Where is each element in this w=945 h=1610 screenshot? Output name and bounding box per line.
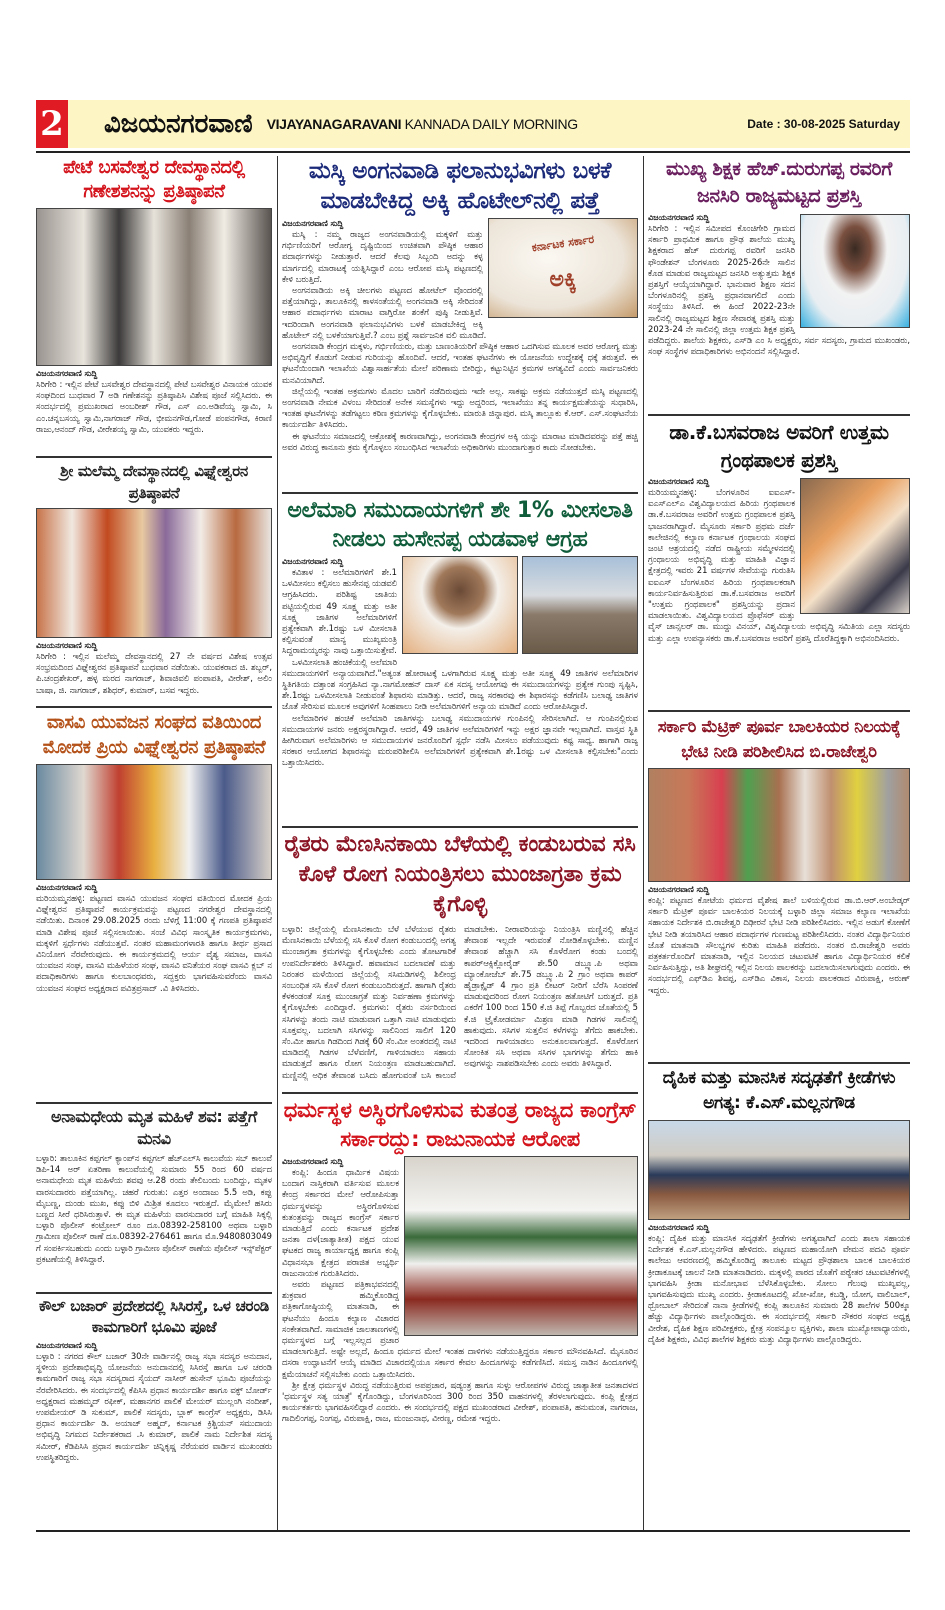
article-body: ಮರಿಯಮ್ಮನಹಳ್ಳಿ: ಪಟ್ಟಣದ ವಾಸವಿ ಯುವಜನ ಸಂಘದ ವತಿಯಿಂದ ಮೋದಕ ಪ್ರಿಯ ವಿಘ್ನೇಶ್ವರನ ಪ್ರತಿಷ್ಠಾಪನೆ ಕಾರ್ಯಕ್ರಮವನ್ನು ಪಟ್ಟಣದ ನಗರೇಶ್ವರ ದೇವಸ್ಥಾನದಲ್ಲಿ ನಡೆಯಿತು. ದಿನಾಂಕ 29.08.2025 ರಂದು ಬೆಳಿಗ್ಗೆ 11:00 ಕ್ಕೆ ಗಣಪತಿ ಪ್ರತಿಷ್ಠಾಪನೆ ಮಾಡಿ ವಿಶೇಷ ಪೂಜೆ ಸಲ್ಲಿಸಲಾಯಿತು. ಸಂಜೆ ವಿವಿಧ ಸಾಂಸ್ಕೃತಿಕ ಕಾರ್ಯಕ್ರಮಗಳು, ಮಕ್ಕಳಿಗೆ ಸ್ಪರ್ಧೆಗಳು ನಡೆಯುತ್ತವೆ. ನಂತರ ಮಹಾಮಂಗಳಾರತಿ ಹಾಗೂ ತೀರ್ಥ ಪ್ರಸಾದ ವಿನಿಯೋಗ ನೆರವೇರುವುದು. ಈ ಕಾರ್ಯಕ್ರಮದಲ್ಲಿ ಆರ್ಯ ವೈಶ್ಯ ಸಮಾಜ, ವಾಸವಿ ಯುವಜನ ಸಂಘ, ವಾಸವಿ ಮಹಿಳೆಯರ ಸಂಘ, ವಾಸವಿ ವನಿತೆಯರ ಸಂಘ ವಾಸವಿ ಕ್ಲಬ್ ನ ಪದಾಧಿಕಾರಿಗಳು ಹಾಗೂ ಕುಲಬಾಂಧವರು, ಸದ್ಭಕ್ತರು ಭಾಗವಹಿಸುವರೆಂದು ವಾಸವಿ ಯುವಜನ ಸಂಘದ ಅಧ್ಯಕ್ಷರಾದ ಪವಿತ್ರಪ್ರಸಾದ್ .ವಿ ತಿಳಿಸಿದರು. <box>36 893 272 993</box>
divider <box>282 826 638 828</box>
article-body: ಕಂಪ್ಲಿ: ಪಟ್ಟಣದ ಕೋಟೆಯ ಧರ್ಮದ ವೈಶೇಷ ಶಾಲೆ ಬಳಿಯಲ್ಲಿರುವ ಡಾ.ಬಿ.ಆರ್.ಅಂಬೇಡ್ಕರ್ ಸರ್ಕಾರಿ ಮೆಟ್ರಿಕ್ ಪೂರ್ವ ಬಾಲಕಿಯರ ನಿಲಯಕ್ಕೆ ಬಳ್ಳಾರಿ ಜಿಲ್ಲಾ ಸಮಾಜ ಕಲ್ಯಾಣ ಇಲಾಖೆಯ ಸಹಾಯಕ ನಿರ್ದೇಶಕಿ ಬಿ.ರಾಜೇಶ್ವರಿ ದಿಢೀರನೆ ಭೇಟಿ ನೀಡಿ ಪರಿಶೀಲಿಸಿದರು. ಇಲ್ಲಿನ ಅಡುಗೆ ಕೋಣೆಗೆ ಭೇಟಿ ನೀಡಿ ತಯಾರಿಸಿದ ಆಹಾರ ಪದಾರ್ಥಗಳ ಗುಣಮಟ್ಟ ಪರಿಶೀಲಿಸಿದರು. ನಂತರ ವಿದ್ಯಾರ್ಥಿನಿಯರ ಜೊತೆ ಮಾತನಾಡಿ ಸೌಲಭ್ಯಗಳ ಕುರಿತು ಮಾಹಿತಿ ಪಡೆದರು. ನಂತರ ಬಿ.ರಾಜೇಶ್ವರಿ ಅವರು ಪತ್ರಕರ್ತರೊಂದಿಗೆ ಮಾತನಾಡಿ, ಇಲ್ಲಿನ ನಿಲಯದ ಚಟುವಟಿಕೆ ಹಾಗೂ ವಿದ್ಯಾರ್ಥಿನಿಯರ ಕಲಿಕೆ ನಿರ್ವಹಿಸುತ್ತಿದ್ದು, ಅತಿ ಶೀಘ್ರದಲ್ಲಿ ಇಲ್ಲಿನ ನಿಲಯ ಪಾಲಕರನ್ನು ಬದಲಾಯಿಸಲಾಗುವುದು ಎಂದರು. ಈ ಸಂದರ್ಭದಲ್ಲಿ ಎಫ್‌ಡಿಎ ಶಿವಪ್ಪ, ಎಸ್‌ಡಿಎ ವಿಕಾಸ, ನಿಲಯ ಪಾಲಕರಾದ ವಿರುಪಾಕ್ಷಿ, ಅರುಣ್ ಇದ್ದರು. <box>648 895 910 995</box>
photo-ganesha-temple <box>36 208 272 366</box>
paragraph: ಅಂಗನವಾಡಿ ಕೇಂದ್ರಗ ಮಕ್ಕಳು, ಗರ್ಭಿಣಿಯರು, ಮತ್ತು ಬಾಣಂತಿಯರಿಗೆ ಪೌಷ್ಠಿಕ ಆಹಾರ ಒದಗಿಸುವ ಮೂಲಕ ಅವರ ಆರೋಗ್ಯ ಮತ್ತು ಅಭಿವೃದ್ಧಿಗೆ ಕೊಡುಗೆ ನೀಡುವ ಗುರಿಯನ್ನು ಹೊಂದಿವೆ. ಆದರೆ, ಇಂತಹ ಘಟನೆಗಳು ಈ ಯೋಜನೆಯ ಉದ್ದೇಶಕ್ಕೆ ಧಕ್ಕೆ ತರುತ್ತವೆ. ಈ ಘಟನೆಯಿಂದಾಗಿ ಇಲಾಖೆಯ ವಿಶ್ವಾಸಾರ್ಹತೆಯ ಮೇಲೆ ಪರಿಣಾಮ ಬೀರಿದ್ದು, ಕಟ್ಟುನಿಟ್ಟಿನ ಕ್ರಮಗಳ ಅಗತ್ಯವಿದೆ ಎಂದು ಸಾರ್ವಜನಿಕರು ಮನವಿಯಾಗಿದೆ. <box>282 341 638 385</box>
photo-vasavi-ganesha <box>36 764 272 880</box>
article-left-2 <box>36 460 272 706</box>
article-right-3 <box>648 714 910 1062</box>
byline: ವಿಜಯನಗರವಾಣಿ ಸುದ್ದಿ <box>648 213 710 222</box>
divider <box>36 1292 272 1294</box>
article-left-3 <box>36 710 272 1102</box>
article-left-4 <box>36 1106 272 1292</box>
photo-press-meet <box>404 1156 638 1336</box>
paragraph: ಅಲೆಮಾರಿಗಳ ಹಂಚಿಕೆ ಅಲೆಮಾರಿ ಜಾತಿಗಳನ್ನು ಬಲಾಢ್ಯ ಸಮುದಾಯಗಳ ಗುಂಪಿನಲ್ಲಿ ಸೇರಿಸಲಾಗಿದೆ. ಆ ಗುಂಪಿನಲ್ಲಿರುವ ಸಮುದಾಯಗಳ ಜನರು ಅಕ್ಷರಸ್ಥರಾಗಿದ್ದಾರೆ. ಆದರೆ, 49 ಜಾತಿಗಳ ಅಲೆಮಾರಿಗಳಿಗೆ ಇನ್ನು ಅಕ್ಷರ ಜ್ಞಾನವೇ ಇಲ್ಲವಾಗಿದೆ. ವಾಸ್ತವ ಸ್ಥಿತಿ ಹೀಗಿರುವಾಗ ಅಲೆಮಾರಿಗಳು ಆ ಸಮುದಾಯಗಳ ಜನರೊಂದಿಗೆ ಸ್ಪರ್ಧೆ ನಡೆಸಿ ಮೀಸಲು ಪಡೆಯುವುದು ಕಷ್ಟ ಸಾಧ್ಯ. ಹಾಗಾಗಿ ರಾಜ್ಯ ಸರಕಾರ ಆಯೋಗದ ಶಿಫಾರಸನ್ನು ಮರುಪರಿಶೀಲಿಸಿ ಅಲೆಮಾರಿಗಳಿಗೆ ಪ್ರತ್ಯೇಕವಾಗಿ ಶೇ.1ರಷ್ಟು ಒಳ ಮೀಸಲಾತಿ ಕಲ್ಪಿಸಬೇಕು"ಎಂದು ಒತ್ತಾಯಿಸಿದರು. <box>282 712 638 768</box>
page-bottom-rule <box>36 1530 910 1532</box>
article-body: ಸಿರಿಗೇರಿ : ಇಲ್ಲಿನ ಸಮೀಪದ ಕೊಂಚಿಗೇರಿ ಗ್ರಾಮದ ಸರ್ಕಾರಿ ಪ್ರಾಥಮಿಕ ಹಾಗೂ ಪ್ರೌಢ ಶಾಲೆಯ ಮುಖ್ಯ ಶಿಕ್ಷಕರಾದ ಹೆಚ್ ದುರುಗಪ್ಪ ರವರಿಗೆ ಜನಸಿರಿ ಫೌಂಡೇಶನ್ ಬೆಂಗಳೂರು 2025-26ನೇ ಸಾಲಿನ ಕೊಡ ಮಾಡುವ ರಾಜ್ಯಮಟ್ಟದ ಜನಸಿರಿ ಅತ್ಯುತ್ತಮ ಶಿಕ್ಷಕ ಪ್ರಶಸ್ತಿಗೆ ಆಯ್ಕೆಯಾಗಿದ್ದಾರೆ. ಭಾನುವಾರ ಶಿಕ್ಷಣ ಸದನ ಬೆಂಗಳೂರಿನಲ್ಲಿ ಪ್ರಶಸ್ತಿ ಪ್ರಧಾನವಾಗಲಿದೆ ಎಂದು ಸಂಸ್ಥೆಯು ತಿಳಿಸಿದೆ. ಈ ಹಿಂದೆ 2022-23ನೇ ಸಾಲಿನಲ್ಲಿ ರಾಜ್ಯಮಟ್ಟದ ಶಿಕ್ಷಣ ಸೇವಾರತ್ನ ಪ್ರಶಸ್ತಿ ಮತ್ತು 2023-24 ನೇ ಸಾಲಿನಲ್ಲಿ ಜಿಲ್ಲಾ ಉತ್ತಮ ಶಿಕ್ಷಕ ಪ್ರಶಸ್ತಿ ಪಡೆದಿದ್ದರು. ಶಾಲೆಯ ಶಿಕ್ಷಕರು, ಎಸ್‌ಡಿ ಎಂ ಸಿ ಅಧ್ಯಕ್ಷರು, ಸರ್ವ ಸದಸ್ಯರು, ಗ್ರಾಮದ ಮುಖಂಡರು, ಸಂಘ ಸಂಸ್ಥೆಗಳ ಪದಾಧಿಕಾರಿಗಳು ಅಭಿನಂದನೆ ಸಲ್ಲಿಸಿದ್ದಾರೆ. <box>648 223 910 357</box>
divider <box>36 456 272 458</box>
article-right-1 <box>648 156 910 414</box>
newspaper-title-english <box>267 116 578 132</box>
paragraph: ಜಿಲ್ಲೆಯಲ್ಲಿ ಇಂತಹ ಅಕ್ರಮಗಳು ಮೊದಲ ಬಾರಿಗೆ ನಡೆದಿರುವುದು ಇದೇ ಅಲ್ಲ. ಸಾಕಷ್ಟು ಅಕ್ರಮ ನಡೆಯುತ್ತದೆ ಮಸ್ಕಿ ಪಟ್ಟಣದಲ್ಲಿ ಅಂಗನವಾಡಿ ನೇಮಕ ವಿಳಂಬ ಸೇರಿದಂತೆ ಅನೇಕ ಸಮಸ್ಯೆಗಳು ಇದ್ದು ಅದ್ದರಿಂದ, ಇಲಾಖೆಯು ತನ್ನ ಕಾರ್ಯಕ್ಷಮತೆಯನ್ನು ಸುಧಾರಿಸಿ, ಇಂತಹ ಘಟನೆಗಳನ್ನು ತಡೆಗಟ್ಟಲು ಕಠಿಣ ಕ್ರಮಗಳನ್ನು ಕೈಗೊಳ್ಳಬೇಕು. ಮಾರುತಿ ಜಿನ್ನಾಪುರ. ಮಸ್ಕಿ ತಾಲ್ಲೂಕು ಕೆ.ಆರ್. ಎಸ್.ಸಂಘಟನೆಯ ಕಾರ್ಯದರ್ಶಿ ತಿಳಿಸಿದರು. <box>282 385 638 430</box>
byline: ವಿಜಯನಗರವಾಣಿ ಸುದ್ದಿ <box>648 1223 710 1232</box>
paragraph: ಅವರು ಪಟ್ಟಣದ ಪತ್ರಿಕಾಭವನದಲ್ಲಿ ಶುಕ್ರವಾರ ಹಮ್ಮಿಕೊಂಡಿದ್ದ ಪತ್ರಿಕಾಗೋಷ್ಠಿಯಲ್ಲಿ ಮಾತನಾಡಿ, ಈ ಘಟನೆಯು ಹಿಂದೂ ಕಲ್ಯಾಣ ವಿಚಾರದ ಸಂಕೇತವಾಗಿದೆ. ಸಾಮಾಜಿಕ ಜಾಲತಾಣಗಳಲ್ಲಿ ಧರ್ಮಸ್ಥಳದ ಬಗ್ಗೆ ಇಲ್ಲಸಲ್ಲದ ಪ್ರಚಾರ ಮಾಡಲಾಗುತ್ತಿದೆ. ಅಷ್ಟೇ ಅಲ್ಲದೆ, ಹಿಂದೂ ಧರ್ಮದ ಮೇಲೆ ಇಂತಹ ದಾಳಿಗಳು ನಡೆಯುತ್ತಿದ್ದರೂ ಸರ್ಕಾರ ಮೌನವಹಿಸಿದೆ. ಮೈಸೂರಿನ ದಸರಾ ಉದ್ಘಾಟನೆಗೆ ಆಯ್ಕೆ ಮಾಡಿದ ವಿಚಾರದಲ್ಲಿಯೂ ಸರ್ಕಾರ ಕೇವಲ ಹಿಂದೂಗಳನ್ನು ಕಡೆಗಣಿಸಿದೆ. ಸಮಸ್ತ ನಾಡಿನ ಹಿಂದೂಗಳಲ್ಲಿ ಕ್ಷಮೆಯಾಚನೆ ಸಲ್ಲಿಸಬೇಕು ಎಂದು ಒತ್ತಾಯಿಸಿದರು. <box>282 1279 638 1379</box>
headline: ಡಾ.ಕೆ.ಬಸವರಾಜ ಅವರಿಗೆ ಉತ್ತಮ ಗ್ರಂಥಪಾಲಕ ಪ್ರಶಸ್ತಿ <box>669 420 889 472</box>
photo-rice-bag <box>488 218 638 318</box>
headline: ಅಲೆಮಾರಿ ಸಮುದಾಯಗಳಿಗೆ ಶೇ 1% ಮೀಸಲಾತಿ ನೀಡಲು ಹುಸೇನಪ್ಪ ಯಡವಾಳ ಆಗ್ರಹ <box>287 498 633 552</box>
headline: ಧರ್ಮಸ್ಥಳ ಅಸ್ಥಿರಗೊಳಿಸುವ ಕುತಂತ್ರ ರಾಜ್ಯದ ಕಾಂಗ್ರೆಸ್ ಸರ್ಕಾರದ್ದು: ರಾಜುನಾಯಕ ಆರೋಪ <box>283 1098 637 1151</box>
rice-bag-label: ಕರ್ನಾಟಕ ಸರ್ಕಾರ <box>530 232 595 255</box>
paragraph: ಕವಿತಾಳ : ಅಲೆಮಾರಿಗಳಿಗೆ ಶೇ.1 ಒಳಮೀಸಲು ಕಲ್ಪಿಸಲು ಹುಸೇನಪ್ಪ ಯಡವಲಿ ಆಗ್ರಹಿಸಿದರು. ಪರಿಶಿಷ್ಟ ಜಾತಿಯ ಪಟ್ಟಿಯಲ್ಲಿರುವ 49 ಸೂಕ್ಷ್ಮ ಮತ್ತು ಅತೀ ಸೂಕ್ಷ್ಮ ಜಾತಿಗಳ ಅಲೆಮಾರಿಗಳಿಗೆ ಪ್ರತ್ಯೇಕವಾಗಿ ಶೇ.1ರಷ್ಟು ಒಳ ಮೀಸಲಾತಿ ಕಲ್ಪಿಸುವಂತೆ ಮಾನ್ಯ ಮುಖ್ಯಮಂತ್ರಿ ಸಿದ್ದರಾಮಯ್ಯರನ್ನು ನಾವು ಒತ್ತಾಯಿಸುತ್ತೇವೆ. <box>282 567 397 656</box>
photo-malemma-temple <box>36 508 272 638</box>
headline: ಮುಖ್ಯ ಶಿಕ್ಷಕ ಹೆಚ್.ದುರುಗಪ್ಪ ರವರಿಗೆ ಜನಸಿರಿ ರಾಜ್ಯಮಟ್ಟದ ಪ್ರಶಸ್ತಿ <box>666 158 892 207</box>
photo-group <box>402 556 638 654</box>
headline: ರೈತರು ಮೆಣಸಿನಕಾಯಿ ಬೆಳೆಯಲ್ಲಿ ಕಂಡುಬರುವ ಸಸಿ ಕೊಳೆ ರೋಗ ನಿಯಂತ್ರಿಸಲು ಮುಂಜಾಗ್ರತಾ ಕ್ರಮ ಕೈಗೊಳ್ಳಿ <box>284 832 636 917</box>
column-rule <box>277 156 278 1530</box>
divider <box>36 706 272 708</box>
byline: ವಿಜಯನಗರವಾಣಿ ಸುದ್ದಿ <box>36 369 98 378</box>
article-body: ಕಂಪ್ಲಿ: ದೈಹಿಕ ಮತ್ತು ಮಾನಸಿಕ ಸದೃಢತೆಗೆ ಕ್ರೀಡೆಗಳು ಅಗತ್ಯವಾಗಿದೆ ಎಂದು ಶಾಲಾ ಸಹಾಯಕ ನಿರ್ದೇಶಕ ಕೆ.ಎಸ್.ಮಲ್ಲನಗೌಡ ಹೇಳಿದರು. ಪಟ್ಟಣದ ಮಹಾಯೋಗಿ ವೇಮನ ಪದವಿ ಪೂರ್ವ ಕಾಲೇಜು ಆವರಣದಲ್ಲಿ ಹಮ್ಮಿಕೊಂಡಿದ್ದ ತಾಲೂಕು ಮಟ್ಟದ ಪ್ರೌಢಶಾಲಾ ಬಾಲಕ ಬಾಲಕಿಯರ ಕ್ರೀಡಾಕೂಟಕ್ಕೆ ಚಾಲನೆ ನೀಡಿ ಮಾತನಾಡಿದರು. ಮಕ್ಕಳಲ್ಲಿ ಪಾಠದ ಜೊತೆಗೆ ಪಠ್ಯೇತರ ಚಟುವಟಿಕೆಗಳಲ್ಲಿ ಭಾಗವಹಿಸಿ ಕ್ರೀಡಾ ಮನೋಭಾವ ಬೆಳೆಸಿಕೊಳ್ಳಬೇಕು. ಸೋಲು ಗೆಲುವು ಮುಖ್ಯವಲ್ಲ, ಭಾಗವಹಿಸುವುದು ಮುಖ್ಯ ಎಂದರು. ಕ್ರೀಡಾಕೂಟದಲ್ಲಿ ಖೋ-ಖೋ, ಕಬಡ್ಡಿ, ಯೋಗ, ವಾಲಿಬಾಲ್, ಥ್ರೋಬಾಲ್ ಸೇರಿದಂತೆ ನಾನಾ ಕ್ರೀಡೆಗಳಲ್ಲಿ ಕಂಪ್ಲಿ ತಾಲೂಕಿನ ಸುಮಾರು 28 ಶಾಲೆಗಳ 500ಕ್ಕೂ ಹೆಚ್ಚು ವಿದ್ಯಾರ್ಥಿಗಳು ಪಾಲ್ಗೊಂಡಿದ್ದರು. ಈ ಸಂದರ್ಭದಲ್ಲಿ ಸರ್ಕಾರಿ ನೌಕರರ ಸಂಘದ ಅಧ್ಯಕ್ಷ ವೀರೇಶ, ದೈಹಿಕ ಶಿಕ್ಷಣ ಪರಿವೀಕ್ಷಕರು, ಕ್ಷೇತ್ರ ಸಂಪನ್ಮೂಲ ವ್ಯಕ್ತಿಗಳು, ಶಾಲಾ ಮುಖ್ಯೋಪಾಧ್ಯಾಯರು, ದೈಹಿಕ ಶಿಕ್ಷಕರು, ವಿವಿಧ ಶಾಲೆಗಳ ಶಿಕ್ಷಕರು ಮತ್ತು ವಿದ್ಯಾರ್ಥಿಗಳು ಪಾಲ್ಗೊಂಡಿದ್ದರು. <box>648 1233 910 1344</box>
article-left-1 <box>36 156 272 456</box>
headline: ಪೇಟೆ ಬಸವೇಶ್ವರ ದೇವಸ್ಥಾನದಲ್ಲಿ ಗಣೇಶಶನನ್ನು ಪ್ರತಿಷ್ಠಾಪನೆ <box>63 157 245 202</box>
article-body: ಸಿರಿಗೇರಿ : ಇಲ್ಲಿನ ಮಲೆಮ್ಮ ದೇವಸ್ಥಾನದಲ್ಲಿ 27 ನೇ ವರ್ಷದ ವಿಶೇಷ ಉತ್ಸವ ಸಂಭ್ರಮದಿಂದ ವಿಘ್ನೇಶ್ವರನ ಪ್ರತಿಷ್ಠಾಪನೆ ಬುಧವಾರ ನಡೆಯಿತು. ಯುವಕರಾದ ಜಿ. ಶಬ್ಬರ್, ಪಿ.ಚಂದ್ರಶೇಖರ್, ಹಳ್ಳ ಮರದ ನಾಗರಾಜ್, ಶಿವಾಜಿವಲಿ ಪಂಪಾಪತಿ, ವೀರೇಶ್, ಅಲಿಂ ಬಾಷಾ, ಜಿ. ನಾಗರಾಜ್, ಶಶಿಧರ್, ಕುಮಾರ್, ಬಸವ ಇದ್ದರು. <box>36 651 272 695</box>
masthead <box>36 100 910 148</box>
headline: ಕೌಲ್ ಬಜಾರ್ ಪ್ರದೇಶದಲ್ಲಿ ಸಿಸಿರಸ್ತೆ, ಒಳ ಚರಂಡಿ ಕಾಮಗಾರಿಗೆ ಭೂಮಿ ಪೂಜೆ <box>39 1297 269 1336</box>
article-body: ಮರಿಯಮ್ಮನಹಳ್ಳಿ: ಬೆಂಗಳೂರಿನ ಐಐಎಸ್-ಐಎಸ್ಎಲ್ಎ ವಿಶ್ವವಿದ್ಯಾಲಯದ ಹಿರಿಯ ಗ್ರಂಥಪಾಲಕ ಡಾ.ಕೆ.ಬಸವರಾಜ ಅವರಿಗೆ ಉತ್ತಮ ಗ್ರಂಥಪಾಲಕ ಪ್ರಶಸ್ತಿ ಭಾಜನರಾಗಿದ್ದಾರೆ. ಮೈಸೂರು ಸರ್ಕಾರಿ ಪ್ರಥಮ ದರ್ಜೆ ಕಾಲೇಜಿನಲ್ಲಿ ಕಲ್ಯಾಣ ಕರ್ನಾಟಕ ಗ್ರಂಥಾಲಯ ಸಂಘದ ಜಂಟಿ ಆಶ್ರಯದಲ್ಲಿ ನಡೆದ ರಾಷ್ಟ್ರೀಯ ಸಮ್ಮೇಳನದಲ್ಲಿ ಗ್ರಂಥಾಲಯ ಅಭಿವೃದ್ಧಿ ಮತ್ತು ಮಾಹಿತಿ ವಿಜ್ಞಾನ ಕ್ಷೇತ್ರದಲ್ಲಿ ಇವರು 21 ವರ್ಷಗಳ ಸೇವೆಯನ್ನು ಗುರುತಿಸಿ ಐಐಎಸ್ ಬೆಂಗಳೂರಿನ ಹಿರಿಯ ಗ್ರಂಥಪಾಲಕರಾಗಿ ಕಾರ್ಯನಿರ್ವಹಿಸುತ್ತಿರುವ ಡಾ.ಕೆ.ಬಸವರಾಜ ಅವರಿಗೆ "ಉತ್ತಮ ಗ್ರಂಥಪಾಲಕ" ಪ್ರಶಸ್ತಿಯನ್ನು ಪ್ರದಾನ ಮಾಡಲಾಯಿತು. ವಿಶ್ವವಿದ್ಯಾಲಯದ ಪ್ರೊಫೆಸರ್ ಮತ್ತು ವೈಸ್ ಚಾನ್ಸಲರ್ ಡಾ. ಮುದ್ದು ವಿನಯ್, ವಿಶ್ವವಿದ್ಯಾಲಯ ಅಭಿವೃದ್ಧಿ ಸಮಿತಿಯ ಎಲ್ಲಾ ಸದಸ್ಯರು ಮತ್ತು ಎಲ್ಲಾ ಉಪನ್ಯಾಸಕರು ಡಾ.ಕೆ.ಬಸವರಾಜ ಅವರಿಗೆ ಪ್ರಶಸ್ತಿ ದೊರೆತಿದ್ದಕ್ಕಾಗಿ ಅಭಿನಂದಿಸಿದರು. <box>648 487 910 643</box>
divider <box>648 710 910 712</box>
photo-hostel-kitchen <box>648 768 910 882</box>
byline: ವಿಜಯನಗರವಾಣಿ ಸುದ್ದಿ <box>36 641 98 650</box>
paragraph: ಮಸ್ಕಿ : ನಮ್ಮ ರಾಜ್ಯದ ಅಂಗನವಾಡಿಯಲ್ಲಿ ಮಕ್ಕಳಿಗೆ ಮತ್ತು ಗರ್ಭಿಣಿಯರಿಗೆ ಆರೋಗ್ಯ ದೃಷ್ಟಿಯಿಂದ ಉಚಿತವಾಗಿ ಪೌಷ್ಠಿಕ ಆಹಾರ ಪದಾರ್ಥಗಳನ್ನು ನೀಡುತ್ತಾರೆ. ಆದರೆ ಕೆಲವು ಸಿಬ್ಬಂದಿ ಅದನ್ನು ಕಳ್ಳ ಮಾರ್ಗದಲ್ಲಿ ಮಾರಾಟಕ್ಕೆ ಯತ್ನಿಸಿದ್ದಾರೆ ಎಂಬ ಆರೋಪ ಮಸ್ಕಿ ಪಟ್ಟಣದಲ್ಲಿ ಕೇಳಿ ಬರುತ್ತಿದೆ. <box>282 229 483 284</box>
divider <box>648 1062 910 1064</box>
photo-sports-meet <box>648 1120 910 1220</box>
article-middle-4 <box>282 1096 638 1528</box>
title-english-rest: KANNADA DAILY MORNING <box>401 116 578 132</box>
column-rule <box>643 156 644 1530</box>
headline: ಸರ್ಕಾರಿ ಮೆಟ್ರಿಕ್ ಪೂರ್ವ ಬಾಲಕಿಯರ ನಿಲಯಕ್ಕೆ ಭೇಟಿ ನೀಡಿ ಪರಿಶೀಲಿಸಿದ ಬಿ.ರಾಜೇಶ್ವರಿ <box>657 717 901 761</box>
photo-nomad-tents <box>522 556 638 654</box>
byline: ವಿಜಯನಗರವಾಣಿ ಸುದ್ದಿ <box>648 885 710 894</box>
headline: ವಾಸವಿ ಯುವಜನ ಸಂಘದ ವತಿಯಿಂದ ಮೋದಕ ಪ್ರಿಯ ವಿಘ್ನೇಶ್ವರನ ಪ್ರತಿಷ್ಠಾಪನೆ <box>42 712 266 758</box>
issue-date: Date : 30-08-2025 Saturday <box>747 117 900 131</box>
photo-husenappa <box>402 556 518 654</box>
byline: ವಿಜಯನಗರವಾಣಿ ಸುದ್ದಿ <box>282 1157 344 1166</box>
photo-durugappa <box>800 214 910 328</box>
byline: ವಿಜಯನಗರವಾಣಿ ಸುದ್ದಿ <box>648 477 710 486</box>
byline: ವಿಜಯನಗರವಾಣಿ ಸುದ್ದಿ <box>36 1341 98 1350</box>
article-middle-2 <box>282 496 638 826</box>
masthead-divider <box>36 151 910 153</box>
article-middle-3 <box>282 830 638 1092</box>
paragraph: ಶ್ರೀ ಕ್ಷೇತ್ರ ಧರ್ಮಸ್ಥಳ ವಿರುದ್ಧ ನಡೆಯುತ್ತಿರುವ ಅಪಪ್ರಚಾರ, ಷಡ್ಯಂತ್ರ ಹಾಗೂ ಸುಳ್ಳು ಆರೋಪಗಳ ವಿರುದ್ಧ ಜಾತ್ಯಾತೀತ ಜನತಾದಳದ 'ಧರ್ಮಸ್ಥಳ ಸತ್ಯ ಯಾತ್ರೆ' ಕೈಗೊಂಡಿದ್ದು, ಬೆಂಗಳೂರಿನಿಂದ 300 ರಿಂದ 350 ವಾಹನಗಳಲ್ಲಿ ತೆರಳಲಾಗುವುದು. ಕಂಪ್ಲಿ ಕ್ಷೇತ್ರದ ಕಾರ್ಯಕರ್ತರು ಭಾಗವಹಿಸಲಿದ್ದಾರೆ ಎಂದರು. ಈ ಸಂದರ್ಭದಲ್ಲಿ ಪಕ್ಷದ ಮುಖಂಡರಾದ ವೀರೇಶ್, ಪಂಪಾಪತಿ, ಹನುಮಂತ, ನಾಗರಾಜ, ಗಾದಿಲಿಂಗಪ್ಪ, ನಿಂಗಪ್ಪ, ವಿರುಪಾಕ್ಷಿ, ರಾಜ, ಮಂಜುನಾಥ, ವೀರಣ್ಣ, ರಮೇಶ ಇದ್ದರು. <box>282 1379 638 1424</box>
paragraph: ಅಂಗನವಾಡಿಯ ಅಕ್ಕಿ ಚೀಲಗಳು ಪಟ್ಟಣದ ಹೋಟೆಲ್ ವೊಂದರಲ್ಲಿ ಪತ್ತೆಯಾಗಿದ್ದು, ತಾಲೂಕಿನಲ್ಲಿ ಕಾಳಸಂತೆಯಲ್ಲಿ ಅಂಗನವಾಡಿ ಅಕ್ಕಿ ಸೇರಿದಂತೆ ಆಹಾರ ಪದಾರ್ಥಗಳು ಮಾರಾಟ ವಾಗ್ತಿರೋ ಶಂಕೆಗೆ ಪುಷ್ಠಿ ನೀಡುತ್ತಿವೆ. ಇದರಿಂದಾಗಿ ಅಂಗನವಾಡಿ ಫಲಾನುಭವಿಗಳು ಬಳಕೆ ಮಾಡಬೇಕಿದ್ದ ಅಕ್ಕಿ ಹೊಟೇಲ್ ನಲ್ಲಿ ಬಳಕೆಯಾಗುತ್ತಿವೆ.? ಎಂಬ ಪ್ರಶ್ನೆ ಸಾರ್ವಜನಿಕ ವಲಿ ಮೂಡಿದೆ. <box>282 285 487 340</box>
headline: ಅನಾಮಧೇಯ ಮೃತ ಮಹಿಳೆ ಶವ: ಪತ್ತೆಗೆ ಮನವಿ <box>51 1107 257 1148</box>
headline: ದೈಹಿಕ ಮತ್ತು ಮಾನಸಿಕ ಸದೃಢತೆಗೆ ಕ್ರೀಡೆಗಳು ಅಗತ್ಯ: ಕೆ.ಎಸ್.ಮಲ್ಲನಗೌಡ <box>662 1068 896 1113</box>
headline: ಮಸ್ಕಿ ಅಂಗನವಾಡಿ ಫಲಾನುಭವಿಗಳು ಬಳಕೆ ಮಾಡಬೇಕಿದ್ದ ಅಕ್ಕಿ ಹೊಟೇಲ್‌ನಲ್ಲಿ ಪತ್ತೆ <box>308 158 612 214</box>
paragraph: ಒಳಮೀಸಲಾತಿ ಹಂಚಿಕೆಯಲ್ಲಿ ಅಲೆಮಾರಿ ಸಮುದಾಯಗಳಿಗೆ ಅನ್ಯಾಯವಾಗಿದೆ."ಅತ್ಯಂತ ಹೋರಾಟಕ್ಕೆ ಒಳಗಾಗಿರುವ ಸೂಕ್ಷ್ಮ ಮತ್ತು ಅತೀ ಸೂಕ್ಷ್ಮ 49 ಜಾತಿಗಳ ಅಲೆಮಾರಿಗಳ ಸ್ಥಿತಿಗತಿಯ ದತ್ತಾಂಶ ಸಂಗ್ರಹಿಸಿದ ನ್ಯಾ.ನಾಗಮೋಹನ್ ದಾಸ್ ಏಕ ಸದಸ್ಯ ಆಯೋಗವು ಈ ಸಮುದಾಯಗಳನ್ನು ಪ್ರತ್ಯೇಕ ಗುಂಪು ಸೃಷ್ಟಿಸಿ, ಶೇ.1ರಷ್ಟು ಒಳಮೀಸಲಾತಿ ನೀಡುವಂತೆ ಶಿಫಾರಸು ಮಾಡಿತ್ತು. ಆದರೆ, ರಾಜ್ಯ ಸರಕಾರವು ಈ ಶಿಫಾರಸನ್ನು ಕಡೆಗಣಿಸಿ ಬಲಾಢ್ಯ ಜಾತಿಗಳ ಜೊತೆ ಸೇರಿಸುವ ಮೂಲಕ ಅವುಗಳಿಗೆ ಸಿಂಹಪಾಲು ನೀಡಿ ಅಲೆಮಾರಿಗಳಿಗೆ ಅನ್ಯಾಯ ಮಾಡಿದೆ ಎಂದು ಆರೋಪಿಸಿದ್ದಾರೆ. <box>282 656 638 712</box>
photo-basavaraja <box>800 478 910 614</box>
paragraph: ಕಂಪ್ಲಿ: ಹಿಂದೂ ಧಾರ್ಮಿಕ ವಿಷಯ ಬಂದಾಗ ನಾಸ್ತಿಕರಾಗಿ ವರ್ತಿಸುವ ಮೂಲಕ ಕೇಂದ್ರ ಸರ್ಕಾರದ ಮೇಲೆ ಆರೋಪಿಸುತ್ತಾ ಧರ್ಮಸ್ಥಳವನ್ನು ಅಸ್ಥಿರಗೊಳಿಸುವ ಕುತಂತ್ರವನ್ನು ರಾಜ್ಯದ ಕಾಂಗ್ರೆಸ್ ಸರ್ಕಾರ ಮಾಡುತ್ತಿದೆ ಎಂದು ಕರ್ನಾಟಕ ಪ್ರದೇಶ ಜನತಾ ದಳ(ಜಾತ್ಯಾತೀತ) ಪಕ್ಷದ ಯುವ ಘಟಕದ ರಾಜ್ಯ ಕಾರ್ಯಾಧ್ಯಕ್ಷ ಹಾಗೂ ಕಂಪ್ಲಿ ವಿಧಾನಸಭಾ ಕ್ಷೇತ್ರದ ಪರಾಜಿತ ಅಭ್ಯರ್ಥಿ ರಾಜುನಾಯಕ ಗುರುತಿಸಿದರು. <box>282 1167 399 1278</box>
article-body: ಸಿರಿಗೇರಿ : ಇಲ್ಲಿನ ಪೇಟೆ ಬಸವೇಶ್ವರ ದೇವಸ್ಥಾನದಲ್ಲಿ ಪೇಟೆ ಬಸವೇಶ್ವರ ವಿನಾಯಕ ಯುವಕ ಸಂಘದಿಂದ ಬುಧವಾರ 7 ಅಡಿ ಗಣೇಶನನ್ನು ಪ್ರತಿಷ್ಠಾಪಿಸಿ ವಿಶೇಷ ಪೂಜೆ ಸಲ್ಲಿಸಿದರು. ಈ ಸಂದರ್ಭದಲ್ಲಿ ಪ್ರಮುಖರಾದ ಅಂಬರೀಶ್ ಗೌಡ, ಎಸ್ ಎಂ.ಅಡಿವೆಯ್ಯ ಸ್ವಾಮಿ, ಸಿ ಎಂ.ಚನ್ನಬಸಯ್ಯ ಸ್ವಾಮಿ,ನಾಗರಾಜ್ ಗೌಡ, ಭೀಮನಗೌಡ,ಗೋಡೆ ಪಂಪನಗೌಡ, ಕಿರಾಣಿ ರಾಜು,ಆನಂದ್ ಗೌಡ, ವೀರೇಶಯ್ಯ ಸ್ವಾಮಿ, ಯುವಕರು ಇದ್ದರು. <box>36 379 272 434</box>
newspaper-title-kannada: ವಿಜಯನಗರವಾಣಿ <box>104 109 253 139</box>
divider <box>36 1102 272 1104</box>
paragraph: ಈ ಘಟನೆಯು ಸಮಾಜದಲ್ಲಿ ಆಕ್ರೋಶಕ್ಕೆ ಕಾರಣವಾಗಿದ್ದು, ಅಂಗನವಾಡಿ ಕೇಂದ್ರಗಳ ಅಕ್ಕಿ ಯನ್ನು ಮಾರಾಟ ಮಾಡಿದವರನ್ನು ಪತ್ತೆ ಹಚ್ಚಿ ಅವರ ವಿರುದ್ಧ ಕಾನೂನು ಕ್ರಮ ಕೈಗೊಳ್ಳಲು ಸಂಬಂಧಿಸಿದ ಇಲಾಖೆಯ ಅಧಿಕಾರಿಗಳು ಮುಂದಾಗುತ್ತಾರ ಕಾದು ನೋಡಬೇಕು. <box>282 430 638 452</box>
article-body: ಬಳ್ಳಾರಿ : ನಗರದ ಕೌಲ್ ಬಜಾರ್ 30ನೇ ವಾರ್ಡಿನಲ್ಲಿ ರಾಜ್ಯ ಸಭಾ ಸದಸ್ಯರ ಅನುದಾನ, ಸ್ಥಳೀಯ ಪ್ರದೇಶಾಭಿವೃದ್ಧಿ ಯೋಜನೆಯ ಅನುದಾನದಲ್ಲಿ ಸಿಸಿರಸ್ತೆ ಹಾಗೂ ಒಳ ಚರಂಡಿ ಕಾಮಗಾರಿಗೆ ರಾಜ್ಯ ಸಭಾ ಸದಸ್ಯರಾದ ಸೈಯದ್ ನಾಸೀರ್ ಹುಸೇನ್ ಭೂಮಿ ಪೂಜೆಯನ್ನು ನೆರವೇರಿಸಿದರು. ಈ ಸಂದರ್ಭದಲ್ಲಿ ಕೆಪಿಸಿಸಿ ಪ್ರಧಾನ ಕಾರ್ಯದರ್ಶಿ ಹಾಗೂ ವಕ್ಫ್ ಬೋರ್ಡ್ ಅಧ್ಯಕ್ಷರಾದ ಮಹಮ್ಮದ್ ರಫೀಕ್, ಮಹಾನಗರ ಪಾಲಿಕೆ ಮೇಯರ್ ಮುಲ್ಲಂಗಿ ನಂದೀಶ್, ಉಪಮೇಯರ್ ಡಿ ಸುಕುಮ್, ಪಾಲಿಕೆ ಸದಸ್ಯರು, ಬ್ಲಾಕ್ ಕಾಂಗ್ರೆಸ್ ಅಧ್ಯಕ್ಷರು, ಡಿಸಿಸಿ ಪ್ರಧಾನ ಕಾರ್ಯದರ್ಶಿ ಡಿ. ಅಯಾಜ್ ಅಹ್ಮದ್, ಕರ್ನಾಟಕ ಕ್ರಿಶ್ಚಿಯನ್ ಸಮುದಾಯ ಅಭಿವೃದ್ಧಿ ನಿಗಮದ ನಿರ್ದೇಶಕರಾದ .ಸಿ ಕುಮಾರ್, ಪಾಲಿಕೆ ನಾಮ ನಿರ್ದೇಶಿತ ಸದಸ್ಯ ಸಮೀರ್, ಕೆಡಿಪಿಸಿಸಿ ಪ್ರಧಾನ ಕಾರ್ಯದರ್ಶಿ ಚಿನ್ನಿಕೃಷ್ಣ ನೆರೆಯವರ ವಾರ್ಡಿನ ಮುಖಂಡರು ಉಪಸ್ಥಿತರಿದ್ದರು. <box>36 1351 272 1462</box>
article-body: ಬಳ್ಳಾರಿ: ಜಿಲ್ಲೆಯಲ್ಲಿ ಮೆಣಸಿನಕಾಯಿ ಬೆಳೆ ಬೆಳೆಯುವ ರೈತರು ಮೆಣಸಿನಕಾಯಿ ಬೆಳೆಯಲ್ಲಿ ಸಸಿ ಕೊಳೆ ರೋಗ ಕಂಡುಬಂದಲ್ಲಿ ಅಗತ್ಯ ಮುಂಜಾಗ್ರತಾ ಕ್ರಮಗಳನ್ನು ಕೈಗೊಳ್ಳಬೇಕು ಎಂದು ತೋಟಗಾರಿಕೆ ಉಪನಿರ್ದೇಶಕರು ತಿಳಿಸಿದ್ದಾರೆ. ಹವಾಮಾನ ಬದಲಾವಣೆ ಮತ್ತು ನಿರಂತರ ಮಳೆಯಿಂದ ಜಿಲ್ಲೆಯಲ್ಲಿ ಸಸಿಮಡಿಗಳಲ್ಲಿ ಶಿಲೀಂಧ್ರ ಸಂಬಂಧಿತ ಸಸಿ ಕೊಳೆ ರೋಗ ಕಂಡುಬಂದಿರುತ್ತದೆ. ಹಾಗಾಗಿ ರೈತರು ಕೆಳಕಂಡಂತೆ ಸೂಕ್ತ ಮುಂಜಾಗ್ರತೆ ಮತ್ತು ನಿರ್ವಹಣಾ ಕ್ರಮಗಳನ್ನು ಕೈಗೊಳ್ಳಬೇಕು ಎಂದಿದ್ದಾರೆ. ಕ್ರಮಗಳು: ರೈತರು ನರ್ಸರಿಯಿಂದ ಸಸಿಗಳನ್ನು ತಂದು ನಾಟಿ ಮಾಡುವಾಗ ಒತ್ತಾಗಿ ನಾಟಿ ಮಾಡುವುದು ಸೂಕ್ತವಲ್ಲ. ಬದಲಾಗಿ ಸಸಿಗಳನ್ನು ಸಾಲಿನಿಂದ ಸಾಲಿಗೆ 120 ಸೆಂ.ಮೀ ಹಾಗೂ ಗಿಡದಿಂದ ಗಿಡಕ್ಕೆ 60 ಸೆಂ.ಮೀ ಅಂತರದಲ್ಲಿ ನಾಟಿ ಮಾಡಿದಲ್ಲಿ ಗಿಡಗಳ ಬೆಳೆವಣಿಗೆ, ಗಾಳಿಯಾಡಲು ಸಹಾಯ ಮಾಡುತ್ತದೆ ಹಾಗೂ ರೋಗ ನಿಯಂತ್ರಣ ಮಾಡಬಹುದಾಗಿದೆ. ಮಣ್ಣಿನಲ್ಲಿ ಅಧಿಕ ತೇವಾಂಶ ಬಸಿದು ಹೋಗುವಂತೆ ಬಸಿ ಕಾಲುವೆ ಮಾಡಬೇಕು. ನೀರಾವರಿಯನ್ನು ನಿಯಂತ್ರಿಸಿ ಮಣ್ಣಿನಲ್ಲಿ ಹೆಚ್ಚಿನ ತೇವಾಂಶ ಇಲ್ಲದೇ ಇರುವಂತೆ ನೋಡಿಕೊಳ್ಳಬೇಕು. ಮಣ್ಣಿನ ತೇವಾಂಶ ಹೆಚ್ಚಾಗಿ ಸಸಿ ಕೊಳೆರೋಗ ಕಂಡು ಬಂದಲ್ಲಿ ಕಾಪರ್‌ಆಕ್ಸಿಕ್ಲೋರೈಡ್ ಶೇ.50 ಡಬ್ಲ್ಯೂ.ಪಿ ಅಥವಾ ಮ್ಯಾಂಕೋಜೆಬ್ ಶೇ.75 ಡಬ್ಲ್ಯೂ.ಪಿ 2 ಗ್ರಾಂ ಅಥವಾ ಕಾಪರ್ ಹೈಡ್ರಾಕ್ಸೈಡ್ 4 ಗ್ರಾಂ ಪ್ರತಿ ಲೀಟರ್ ನೀರಿಗೆ ಬೆರೆಸಿ ಸಿಂಪರಣೆ ಮಾಡುವುದರಿಂದ ರೋಗ ನಿಯಂತ್ರಣ ಹತೋಟಿಗೆ ಬರುತ್ತದೆ. ಪ್ರತಿ ಎಕರೆಗೆ 100 ರಿಂದ 150 ಕೆ.ಜಿ ತಿಪ್ಪೆ ಗೊಬ್ಬರದ ಜೊತೆಯಲ್ಲಿ 5 ಕೆ.ಜಿ ಟ್ರೈಕೋಡರ್ಮಾ ಮಿಶ್ರಣ ಮಾಡಿ ಗಿಡಗಳ ಸಾಲಿನಲ್ಲಿ ಹಾಕುವುದು. ಸಸಿಗಳ ಸುತ್ತಲಿನ ಕಳೆಗಳನ್ನು ತೆಗೆದು ಹಾಕಬೇಕು. ಇದರಿಂದ ಗಾಳಿಯಾಡಲು ಅನುಕೂಲವಾಗುತ್ತದೆ. ಕೊಳೆರೋಗ ಸೋಂಕಿತ ಸಸಿ ಅಥವಾ ಸಸಿಗಳ ಭಾಗಗಳನ್ನು ತೆಗೆದು ಹಾಕಿ ಅವುಗಳನ್ನು ನಾಶಪಡಿಸಬೇಕು ಎಂದು ಅವರು ತಿಳಿಸಿದ್ದಾರೆ. <box>282 924 638 1080</box>
byline: ವಿಜಯನಗರವಾಣಿ ಸುದ್ದಿ <box>282 219 344 228</box>
article-left-5 <box>36 1296 272 1528</box>
headline: ಶ್ರೀ ಮಲೆಮ್ಮ ದೇವಸ್ಥಾನದಲ್ಲಿ ವಿಘ್ನೇಶ್ವರನ ಪ್ರತಿಷ್ಠಾಪನೆ <box>60 462 248 502</box>
divider <box>282 492 638 494</box>
byline: ವಿಜಯನಗರವಾಣಿ ಸುದ್ದಿ <box>282 557 344 566</box>
article-right-4 <box>648 1066 910 1528</box>
rice-bag-label-2: ಅಕ್ಕಿ <box>549 267 577 292</box>
article-middle-1 <box>282 156 638 492</box>
article-body: ಬಳ್ಳಾರಿ: ತಾಲೂಕಿನ ಕಪ್ಪಗಲ್ ಕ್ಯಾಂಪ್‌ನ ಕಪ್ಪಗಲ್ ಹೆಚ್‌ಎಲ್‌ಸಿ ಕಾಲುವೆಯ ಸಬ್ ಕಾಲುವೆ ಡಿಪಿ-14 ಅರ್ ಏತರಿಣಾ ಕಾಲುವೆಯಲ್ಲಿ ಸುಮಾರು 55 ರಿಂದ 60 ವರ್ಷದ ಅನಾಮಧೇಯ ಮೃತ ಮಹಿಳೆಯ ಶವವು ಆ.28 ರಂದು ತೇಲಿಬಂದು ಬಂದಿದ್ದು, ಮೃತಳ ವಾರಸುದಾರರು ಪತ್ತೆಯಾಗಿಲ್ಲ. ಚಹರೆ ಗುರುತು: ಎತ್ತರ ಅಂದಾಜು 5.5 ಅಡಿ, ಕಪ್ಪು ಮೈಬಣ್ಣ, ದುಂಡು ಮುಖ, ಕಪ್ಪು ಬಿಳಿ ಮಿಶ್ರಿತ ಕೂದಲು ಇರುತ್ತದೆ. ಮೈಮೇಲೆ ಹಸಿರು ಬಣ್ಣದ ಸೀರೆ ಧರಿಸಿರುತ್ತಾಳೆ. ಈ ಮೃತ ಮಹಿಳೆಯ ವಾರಸುದಾರರ ಬಗ್ಗೆ ಮಾಹಿತಿ ಸಿಕ್ಕಲ್ಲಿ ಬಳ್ಳಾರಿ ಪೊಲೀಸ್ ಕಂಟ್ರೋಲ್ ರೂಂ ದೂ.08392-258100 ಅಥವಾ ಬಳ್ಳಾರಿ ಗ್ರಾಮೀಣ ಪೊಲೀಸ್ ಠಾಣೆ ದೂ.08392-276461 ಹಾಗೂ ಮೊ.9480803049 ಗೆ ಸಂಪರ್ಕಿಸಬಹುದು ಎಂದು ಬಳ್ಳಾರಿ ಗ್ರಾಮೀಣ ಪೊಲೀಸ್ ಠಾಣೆಯ ಪೊಲೀಸ್ ಇನ್ಸ್‌ಪೆಕ್ಟರ್ ಪ್ರಕಟಣೆಯಲ್ಲಿ ತಿಳಿಸಿದ್ದಾರೆ. <box>36 1153 272 1264</box>
divider <box>282 1092 638 1094</box>
byline: ವಿಜಯನಗರವಾಣಿ ಸುದ್ದಿ <box>36 883 98 892</box>
divider <box>648 414 910 416</box>
page-number: 2 <box>36 100 68 148</box>
article-right-2 <box>648 418 910 710</box>
title-english-bold: VIJAYANAGARAVANI <box>266 116 402 132</box>
